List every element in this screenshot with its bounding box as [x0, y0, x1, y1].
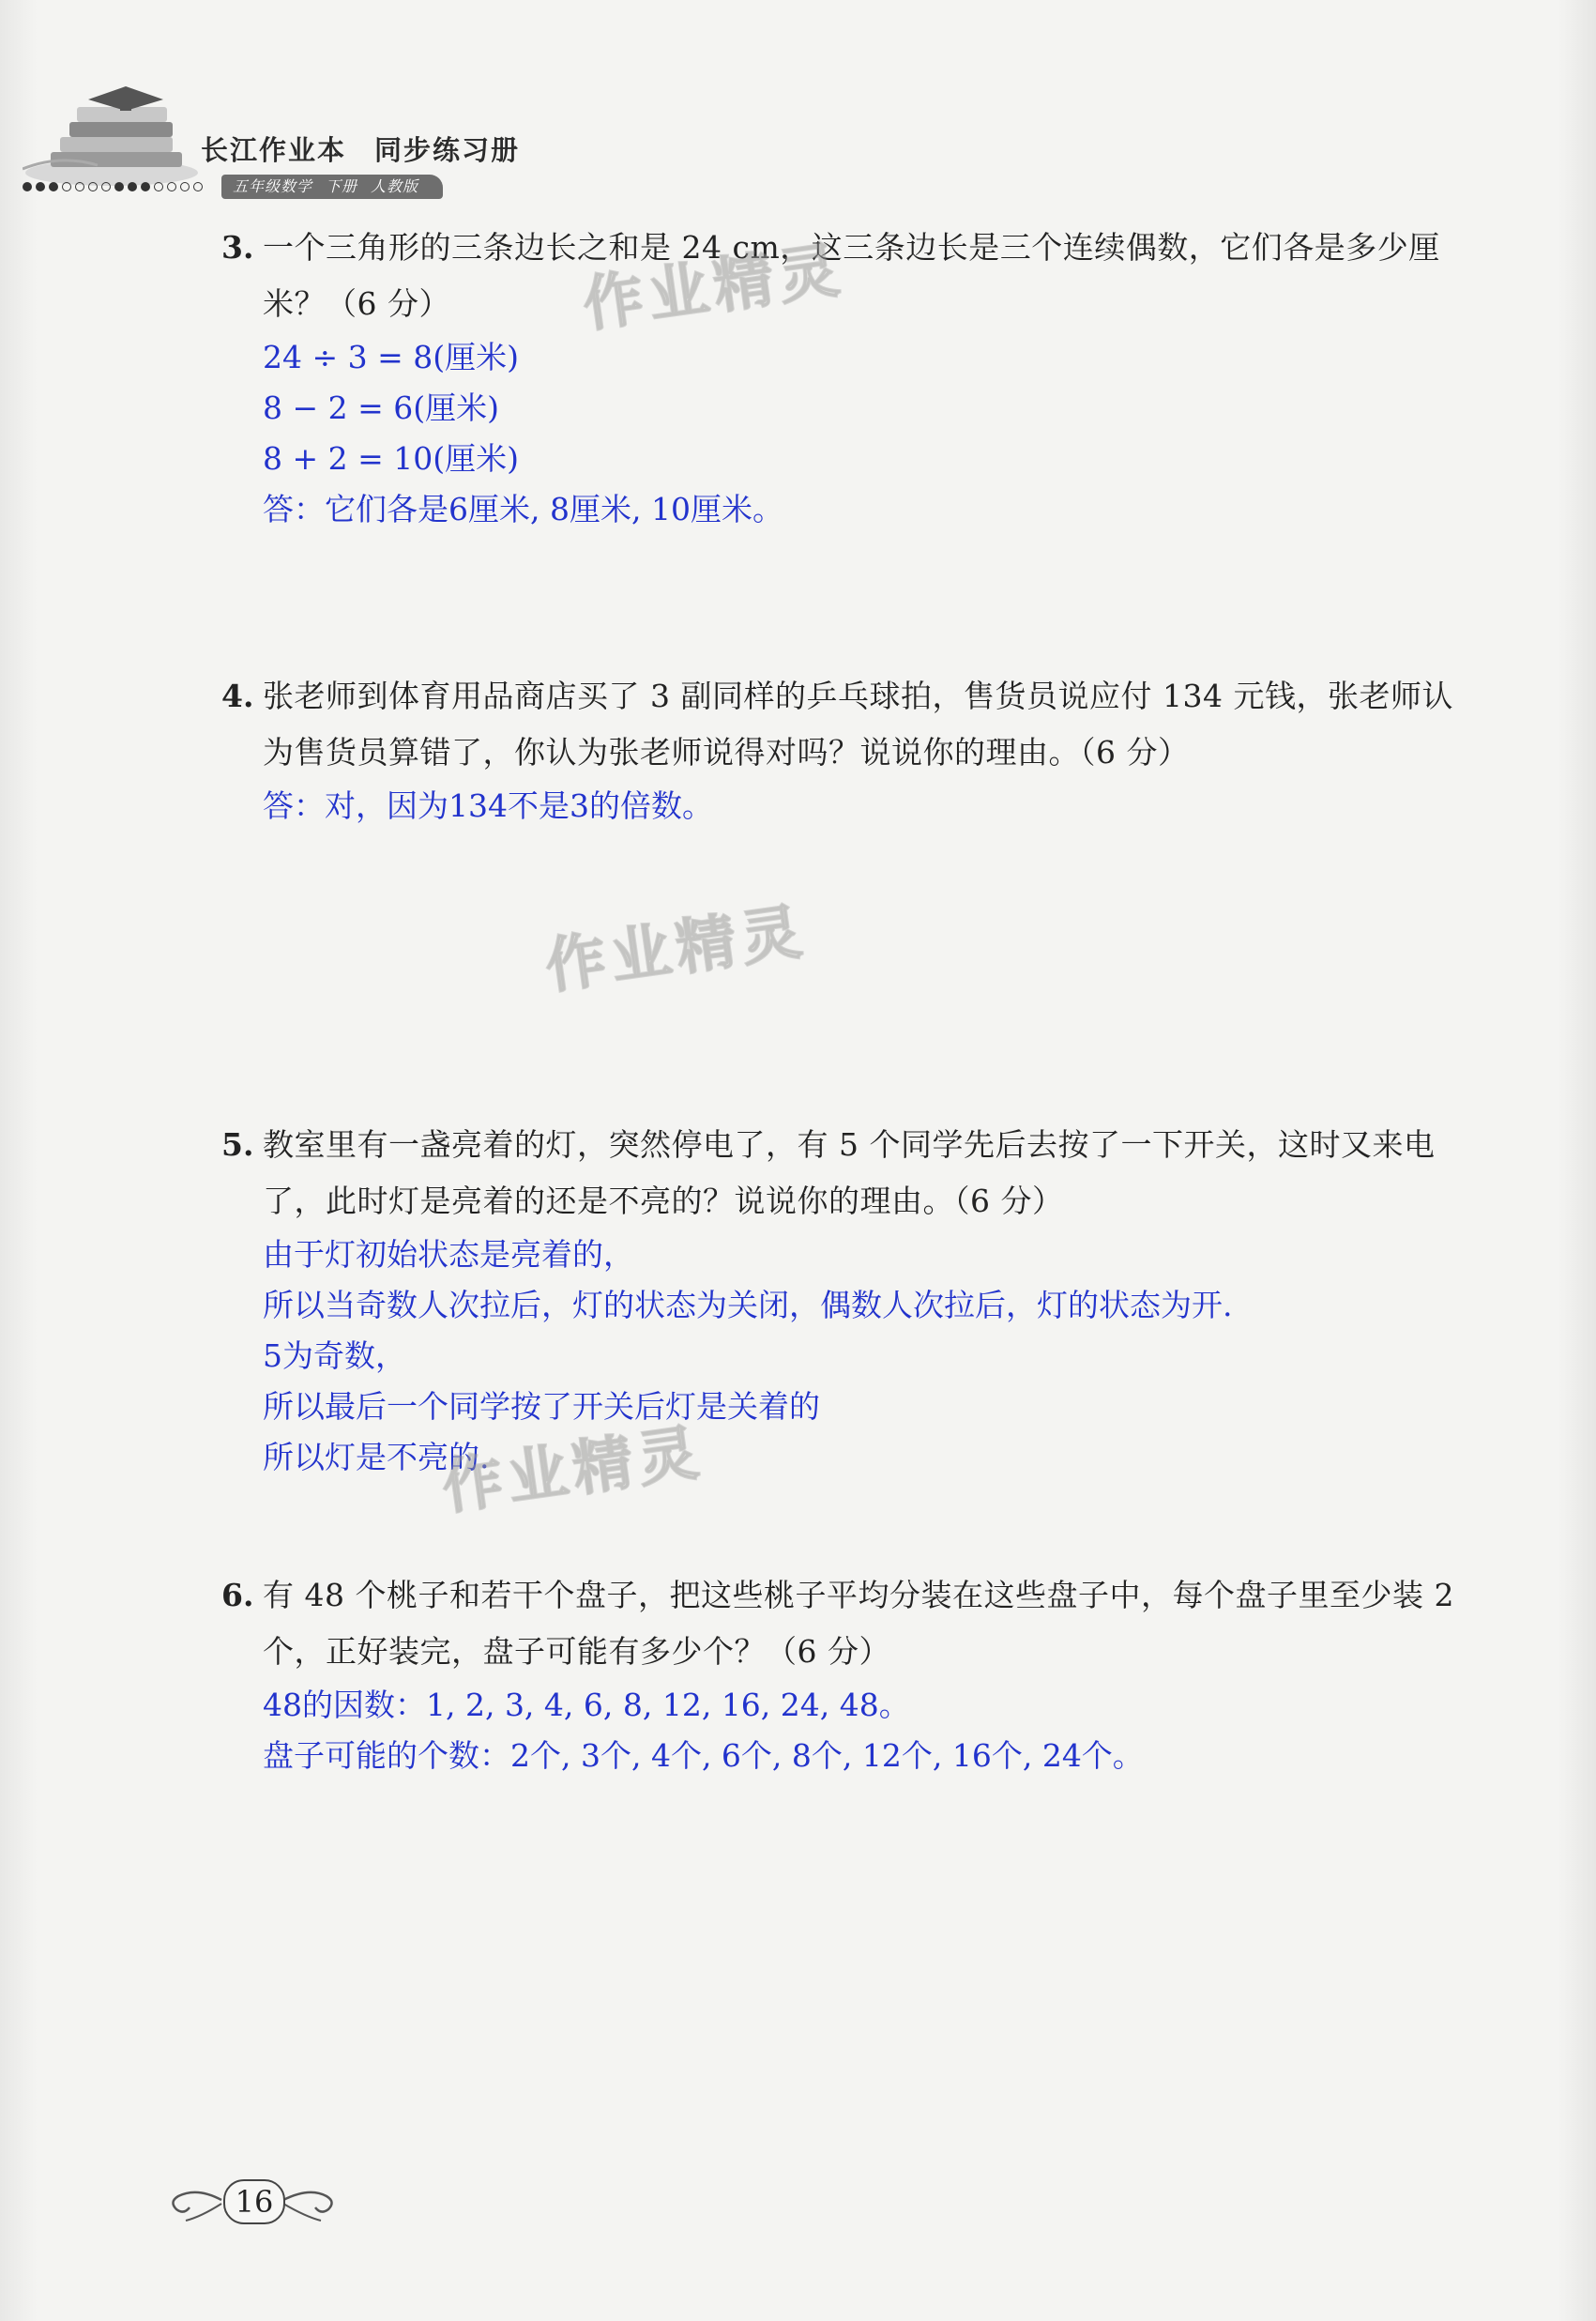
question-number: 6. — [221, 1577, 254, 1613]
question-text: 教室里有一盏亮着的灯，突然停电了，有 5 个同学先后去按了一下开关，这时又来电了，此时灯是亮着的还是不亮的？说说你的理由。（6 分） — [263, 1126, 1436, 1219]
book-stack-logo-icon — [23, 79, 201, 191]
page-number: 16 — [223, 2179, 285, 2224]
question-number: 5. — [221, 1126, 254, 1163]
answer-line: 24 ÷ 3 = 8(厘米) — [263, 339, 519, 375]
answer-line: 5为奇数， — [263, 1337, 406, 1374]
page-number-ornament — [169, 2168, 338, 2234]
watermark: 作业精灵 — [541, 896, 812, 1003]
question-3 — [221, 220, 1460, 535]
answer-block — [221, 1229, 1460, 1483]
edition-label: 人教版 — [371, 177, 419, 195]
question-6 — [221, 1567, 1460, 1781]
brand-title — [201, 130, 520, 168]
answer-line: 盘子可能的个数：2个, 3个, 4个, 6个, 8个, 12个, 16个, 24个。 — [263, 1737, 1144, 1774]
question-text: 张老师到体育用品商店买了 3 副同样的乒乓球拍，售货员说应付 134 元钱，张老师认为售货员算错了，你认为张老师说得对吗？说说你的理由。（6 分） — [263, 678, 1453, 771]
answer-line: 答：它们各是6厘米, 8厘米, 10厘米。 — [263, 491, 783, 527]
answer-block — [221, 332, 1460, 535]
grade-label: 五年级数学 — [233, 177, 313, 195]
question-text: 有 48 个桃子和若干个盘子，把这些桃子平均分装在这些盘子中，每个盘子里至少装 2 个，正好装完，盘子可能有多少个？（6 分） — [263, 1577, 1454, 1670]
answer-line: 所以灯是不亮的. — [263, 1439, 490, 1475]
answer-line: 所以最后一个同学按了开关后灯是关着的 — [263, 1388, 820, 1425]
grade-subject-bar — [221, 175, 443, 199]
answer-line: 8 + 2 = 10(厘米) — [263, 440, 519, 477]
question-text: 一个三角形的三条边长之和是 24 cm，这三条边长是三个连续偶数，它们各是多少厘米？（6 分） — [263, 229, 1440, 322]
answer-line: 48的因数：1, 2, 3, 4, 6, 8, 12, 16, 24, 48。 — [263, 1687, 910, 1723]
question-5 — [221, 1117, 1460, 1483]
answer-block — [221, 1680, 1460, 1781]
answer-line: 由于灯初始状态是亮着的， — [263, 1236, 634, 1273]
question-number: 3. — [221, 229, 254, 266]
watermark: 作业精灵 — [579, 235, 849, 342]
answer-line: 所以当奇数人次拉后，灯的状态为关闭，偶数人次拉后，灯的状态为开. — [263, 1287, 1233, 1323]
brand-name: 长江作业本 — [201, 134, 347, 166]
question-4 — [221, 668, 1460, 832]
answer-block — [221, 781, 1460, 832]
series-name: 同步练习册 — [374, 134, 521, 166]
page-header — [23, 66, 548, 206]
question-number: 4. — [221, 678, 254, 714]
decorative-dots — [23, 182, 203, 191]
answer-line: 8 − 2 = 6(厘米) — [263, 389, 499, 426]
volume-label: 下册 — [326, 177, 358, 195]
watermark: 作业精灵 — [438, 1417, 708, 1524]
answer-line: 答：对，因为134不是3的倍数。 — [263, 787, 713, 824]
